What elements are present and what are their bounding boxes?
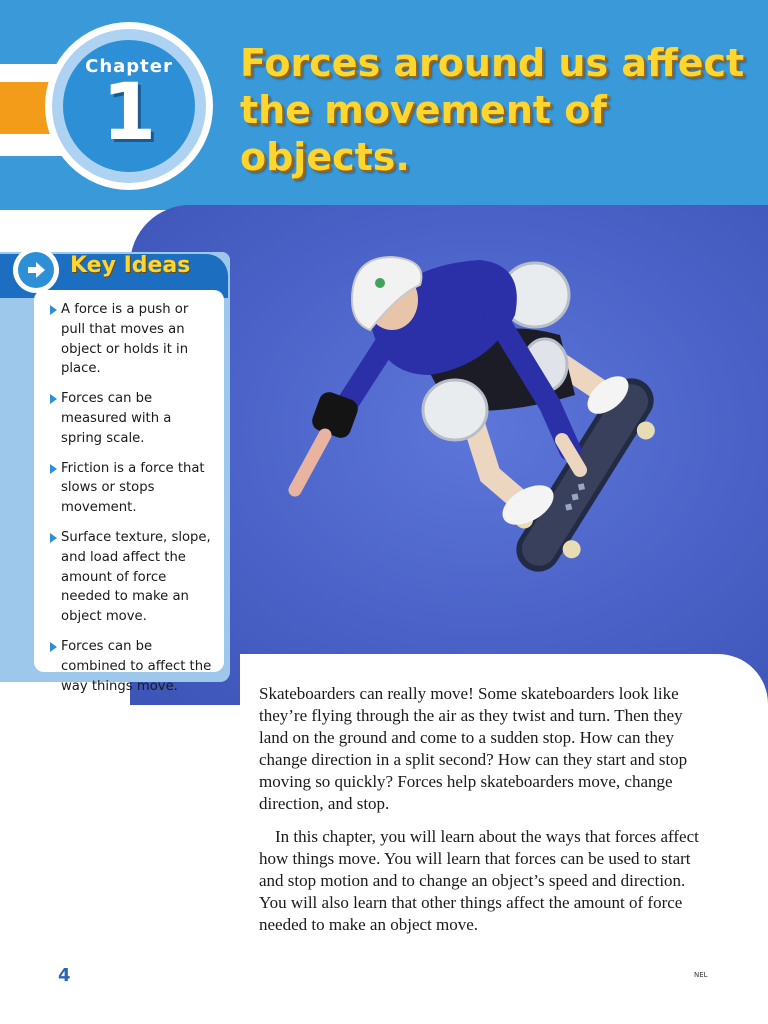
key-ideas-heading: Key Ideas	[70, 253, 191, 278]
bullet-triangle-icon	[50, 464, 57, 474]
publisher-mark: NEL	[694, 971, 708, 979]
bullet-triangle-icon	[50, 305, 57, 315]
bullet-triangle-icon	[50, 394, 57, 404]
chapter-number: 1	[101, 68, 157, 158]
key-idea-text: Surface texture, slope, and load affect the amount of force needed to make an object move.	[61, 529, 211, 625]
bullet-triangle-icon	[50, 533, 57, 543]
bullet-triangle-icon	[50, 642, 57, 652]
key-idea-text: Friction is a force that slows or stops movement.	[61, 460, 205, 516]
key-idea-item	[44, 528, 216, 627]
body-paragraph: Skateboarders can really move! Some skateboarders look like they’re flying through the air as they twist and turn. Then they land on the ground and come to a sudden stop. How can they change direction in a split second? How can they start and stop moving so quickly? Forces help skateboarders move, change direction, and stop.	[259, 684, 688, 813]
key-idea-text: Forces can be combined to affect the way things move.	[61, 638, 212, 694]
arrow-right-icon	[18, 252, 54, 288]
key-idea-item	[44, 459, 216, 518]
key-idea-text: A force is a push or pull that moves an object or holds it in place.	[61, 302, 189, 377]
key-idea-item	[44, 300, 216, 379]
page-number: 4	[58, 965, 71, 986]
body-text	[259, 683, 703, 947]
key-ideas-list	[34, 290, 224, 694]
svg-text:◆ ◆ ◆: ◆ ◆ ◆	[560, 479, 589, 514]
chapter-title: Forces around us affect the movement of objects.	[240, 41, 745, 179]
key-idea-item	[44, 637, 216, 696]
key-idea-item	[44, 389, 216, 448]
body-paragraph: In this chapter, you will learn about the ways that forces affect how things move. You will learn that forces can be used to start and stop motion and to change an object’s speed and direction. You will also learn that other things affect the amount of force needed to make an object move.	[259, 827, 699, 934]
key-idea-text: Forces can be measured with a spring scale.	[61, 391, 172, 446]
chapter-label: Chapter	[85, 56, 173, 77]
